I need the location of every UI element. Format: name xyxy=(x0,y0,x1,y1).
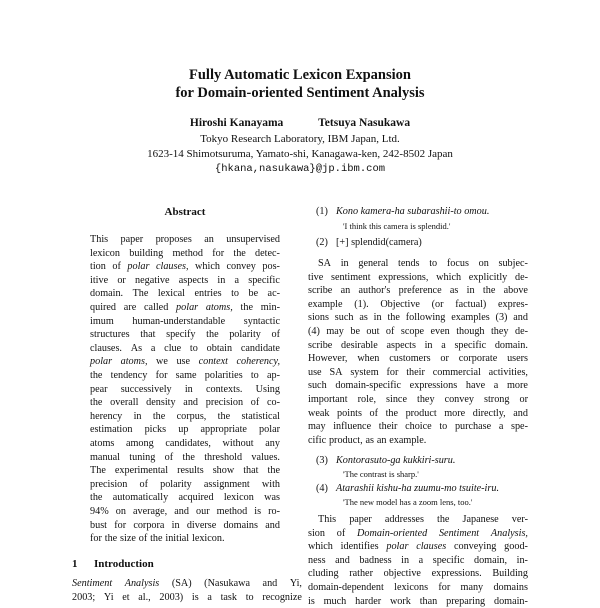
text-line: sions such as in the following examples (3) and xyxy=(308,312,528,324)
text-line: manual tuning of the threshold values. xyxy=(90,451,280,463)
text-line: weak points of the product more directly, and xyxy=(308,407,528,419)
example-text: [+] splendid(camera) xyxy=(336,237,422,248)
section-heading-introduction xyxy=(72,558,154,570)
text-line: However, when customers or corporate users xyxy=(308,353,528,365)
text-line: This paper proposes an unsupervised xyxy=(90,234,280,245)
text-line: (4) may be out of scope even though they de- xyxy=(308,326,528,337)
text-line: example (1). Objective (or factual) expres- xyxy=(308,298,528,310)
text-line: polar atoms, we use context coherency, xyxy=(90,356,280,368)
text-line: tive sentiment expressions, which explicitly de- xyxy=(308,271,528,283)
example-4-gloss: 'The new model has a zoom lens, too.' xyxy=(343,497,473,507)
text-line: ness and badness in a specific domain, in- xyxy=(308,554,528,566)
affiliation-line-1: Tokyo Research Laboratory, IBM Japan, Ltd. xyxy=(200,133,400,145)
section-number: 1 xyxy=(72,558,78,570)
section-title: Introduction xyxy=(94,558,154,570)
example-3-gloss: 'The contrast is sharp.' xyxy=(343,469,419,479)
example-number: (3) xyxy=(316,455,328,466)
text-line: quired are called polar atoms, the min- xyxy=(90,302,280,313)
example-number: (2) xyxy=(316,237,328,248)
author-email: {hkana,nasukawa}@jp.ibm.com xyxy=(214,163,386,175)
text-line: domain. The lexical entries to be ac- xyxy=(90,288,280,300)
authors xyxy=(0,117,600,129)
affiliation-line-2: 1623-14 Shimotsuruma, Yamato-shi, Kanagawa-ken, 242-8502 Japan xyxy=(147,148,453,160)
text-line: clauses. As a clue to obtain candidate xyxy=(90,342,280,354)
example-2 xyxy=(316,236,422,249)
text-line: lexicon building method for the detec- xyxy=(90,247,280,259)
text-line: atoms among candidates, without any xyxy=(90,438,280,449)
paper-title-line-1: Fully Automatic Lexicon Expansion xyxy=(189,67,411,83)
text-line: tion of polar clauses, which convey pos- xyxy=(90,261,280,273)
example-text: Kontorasuto-ga kukkiri-suru. xyxy=(336,455,456,466)
author-1: Hiroshi Kanayama xyxy=(189,117,284,129)
author-2: Tetsuya Nasukawa xyxy=(318,117,411,129)
example-text: Kono kamera-ha subarashii-to omou. xyxy=(336,206,490,217)
text-line: important role, since they convey strong or xyxy=(308,394,528,405)
text-line: the automatically acquired lexicon was xyxy=(90,492,280,504)
text-line: imum human-understandable syntactic xyxy=(90,315,280,327)
text-line: pear successively in contexts. Using xyxy=(90,383,280,395)
text-line: herency in the corpus, the statistical xyxy=(90,410,280,422)
text-line: is much harder work than preparing domain- xyxy=(308,595,528,607)
text-line: 94% on average, and our method is ro- xyxy=(90,506,280,517)
text-line: bust for corpora in diverse domains and xyxy=(90,519,280,531)
text-line: estimation picks up appropriate polar xyxy=(90,424,280,436)
text-line: sion of Domain-oriented Sentiment Analysis, xyxy=(308,527,528,539)
text-line: 2003; Yi et al., 2003) is a task to recognize xyxy=(72,591,302,603)
text-line: itive or negative aspects in a specific xyxy=(90,274,280,286)
text-line: SA in general tends to focus on subjec- xyxy=(318,258,528,269)
text-line: cific product, as an example. xyxy=(308,434,427,446)
example-number: (4) xyxy=(316,483,328,494)
text-line: cluding rather objective expressions. Building xyxy=(308,568,528,580)
text-line: scribe desirable aspects in a specific domain. xyxy=(308,339,528,351)
text-line: such domain-specific expressions have a more xyxy=(308,380,528,392)
text-line: structures that specify the polarity of xyxy=(90,329,280,341)
text-line: the overall density and precision of co- xyxy=(90,397,280,409)
example-4 xyxy=(316,482,499,495)
paper-title-line-2: for Domain-oriented Sentiment Analysis xyxy=(175,85,425,101)
text-line: may influence their choice to purchase a spe- xyxy=(308,421,528,433)
example-3 xyxy=(316,454,455,467)
text-line: use SA system for their commercial activities, xyxy=(308,366,528,378)
text-line: Sentiment Analysis (SA) (Nasukawa and Yi, xyxy=(72,578,302,589)
text-line: The experimental results show that the xyxy=(90,465,280,477)
abstract-heading: Abstract xyxy=(164,206,206,218)
text-line: for the size of the initial lexicon. xyxy=(90,533,225,545)
example-number: (1) xyxy=(316,206,328,217)
example-text: Atarashii kishu-ha zuumu-mo tsuite-iru. xyxy=(336,483,499,494)
text-line: precision of polarity assignment with xyxy=(90,478,280,490)
example-1 xyxy=(316,205,489,218)
text-line: This paper addresses the Japanese ver- xyxy=(318,514,528,525)
text-line: scribe an author's preference as in the above xyxy=(308,285,528,297)
text-line: domain-dependent lexicons for many domains xyxy=(308,582,528,593)
text-line: the tendency for same polarities to ap- xyxy=(90,370,280,381)
example-1-gloss: 'I think this camera is splendid.' xyxy=(343,221,451,231)
text-line: which identifies polar clauses conveying good- xyxy=(308,541,528,553)
